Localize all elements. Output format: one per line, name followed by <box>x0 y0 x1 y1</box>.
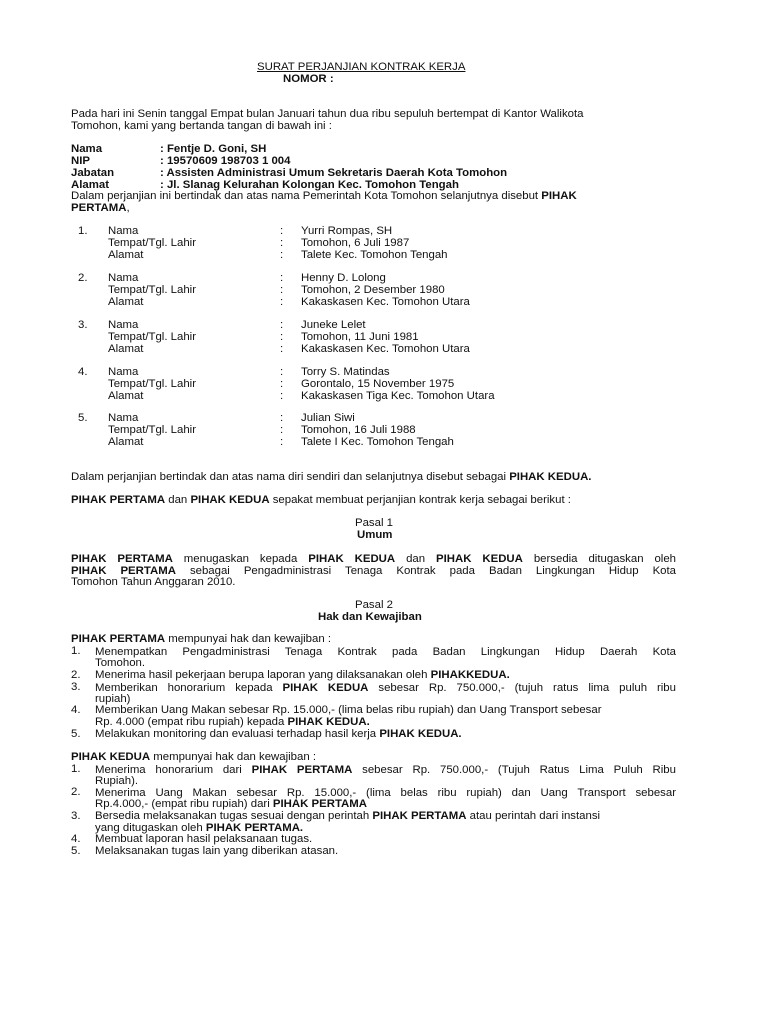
list-number: 5. <box>71 845 81 857</box>
list-number: 5. <box>71 728 81 740</box>
list-item-text: Memberikan Uang Makan sebesar Rp. 15.000,- (lima belas ribu rupiah) dan Uang Transport sebesar <box>95 704 602 716</box>
list-item-text: Memberikan honorarium kepada PIHAK KEDUA sebesar Rp. 750.000,- (tujuh ratus lima puluh ribu <box>95 682 676 694</box>
person-colon: : <box>280 424 284 436</box>
person-number: 3. <box>78 319 88 331</box>
list-number: 4. <box>71 704 81 716</box>
list-item-text: Menerima honorarium dari PIHAK PERTAMA sebesar Rp. 750.000,- (Tujuh Ratus Lima Puluh Ribu <box>95 764 676 776</box>
list-number: 3. <box>71 681 81 693</box>
person-label-alamat: Alamat <box>108 436 144 448</box>
pasal-2-subtitle: Hak dan Kewajiban <box>318 611 422 623</box>
person-colon: : <box>280 272 284 284</box>
pasal-2-title: Pasal 2 <box>355 599 393 611</box>
person-label-nama: Nama <box>108 272 139 284</box>
list-item-text: yang ditugaskan oleh PIHAK PERTAMA. <box>95 822 304 834</box>
person-value-nama: Julian Siwi <box>301 412 355 424</box>
person-colon: : <box>280 331 284 343</box>
list-item-text: Tomohon. <box>95 657 146 669</box>
person-label-ttl: Tempat/Tgl. Lahir <box>108 237 196 249</box>
person-value-alamat: Talete I Kec. Tomohon Tengah <box>301 436 454 448</box>
list-item-text: Membuat laporan hasil pelaksanaan tugas. <box>95 833 313 845</box>
field-value-nip: : 19570609 198703 1 004 <box>160 155 291 167</box>
list-number: 3. <box>71 810 81 822</box>
intro-line-2: Tomohon, kami yang bertanda tangan di bawah ini : <box>71 120 332 132</box>
list-item-text: Melaksanakan tugas lain yang diberikan atasan. <box>95 845 339 857</box>
person-label-nama: Nama <box>108 319 139 331</box>
list-item-text: rupiah) <box>95 693 131 705</box>
field-label-jabatan: Jabatan <box>71 167 115 179</box>
field-label-nip: NIP <box>71 155 90 167</box>
person-colon: : <box>280 366 284 378</box>
field-value-jabatan: : Assisten Administrasi Umum Sekretaris Daerah Kota Tomohon <box>160 167 508 179</box>
field-value-nama: : Fentje D. Goni, SH <box>160 143 267 155</box>
list-number: 1. <box>71 763 81 775</box>
person-value-nama: Juneke Lelet <box>301 319 366 331</box>
document-number-label: NOMOR : <box>283 73 334 85</box>
field-label-alamat: Alamat <box>71 179 109 191</box>
person-value-ttl: Tomohon, 16 Juli 1988 <box>301 424 416 436</box>
person-label-nama: Nama <box>108 225 139 237</box>
pasal-1-subtitle: Umum <box>357 529 393 541</box>
person-label-ttl: Tempat/Tgl. Lahir <box>108 284 196 296</box>
person-label-alamat: Alamat <box>108 343 144 355</box>
pasal-1-line-1: PIHAK PERTAMA menugaskan kepada PIHAK KEDUA dan PIHAK KEDUA bersedia ditugaskan oleh <box>71 553 677 565</box>
person-value-ttl: Tomohon, 2 Desember 1980 <box>301 284 445 296</box>
pihak-pertama-intro: PIHAK PERTAMA mempunyai hak dan kewajiban : <box>71 633 331 645</box>
agreement-sentence: PIHAK PERTAMA dan PIHAK KEDUA sepakat membuat perjanjian kontrak kerja sebagai berikut : <box>71 494 571 506</box>
person-number: 4. <box>78 366 88 378</box>
person-label-ttl: Tempat/Tgl. Lahir <box>108 424 196 436</box>
list-item-text: Rp.4.000,- (empat ribu rupiah) dari PIHAK PERTAMA <box>95 798 367 810</box>
list-item-text: Rp. 4.000 (empat ribu rupiah) kepada PIHAK KEDUA. <box>95 716 370 728</box>
person-colon: : <box>280 284 284 296</box>
pasal-1-line-3: Tomohon Tahun Anggaran 2010. <box>71 576 236 588</box>
field-value-alamat: : Jl. Slanag Kelurahan Kolongan Kec. Tomohon Tengah <box>160 179 459 191</box>
person-colon: : <box>280 319 284 331</box>
person-value-ttl: Gorontalo, 15 November 1975 <box>301 378 455 390</box>
pihak-kedua-intro: PIHAK KEDUA mempunyai hak dan kewajiban : <box>71 751 317 763</box>
person-label-alamat: Alamat <box>108 296 144 308</box>
list-item-text: Menempatkan Pengadministrasi Tenaga Kontrak pada Badan Lingkungan Hidup Daerah Kota <box>95 646 676 658</box>
list-number: 4. <box>71 833 81 845</box>
list-item-text: Rupiah). <box>95 775 139 787</box>
list-item-text: Bersedia melaksanakan tugas sesuai dengan perintah PIHAK PERTAMA atau perintah dari instansi <box>95 810 601 822</box>
list-item-text: Menerima Uang Makan sebesar Rp. 15.000,- (lima belas ribu rupiah) dan Uang Transport sebesar <box>95 787 676 799</box>
list-item-text: Melakukan monitoring dan evaluasi terhadap hasil kerja PIHAK KEDUA. <box>95 728 462 740</box>
first-party-acting-line-1: Dalam perjanjian ini bertindak dan atas nama Pemerintah Kota Tomohon selanjutnya disebut PIHAK <box>71 190 577 202</box>
person-label-alamat: Alamat <box>108 390 144 402</box>
person-label-nama: Nama <box>108 366 139 378</box>
person-label-nama: Nama <box>108 412 139 424</box>
person-value-alamat: Talete Kec. Tomohon Tengah <box>301 249 448 261</box>
field-label-nama: Nama <box>71 143 103 155</box>
person-value-nama: Torry S. Matindas <box>301 366 390 378</box>
person-label-ttl: Tempat/Tgl. Lahir <box>108 331 196 343</box>
person-value-ttl: Tomohon, 6 Juli 1987 <box>301 237 410 249</box>
person-colon: : <box>280 296 284 308</box>
pasal-1-title: Pasal 1 <box>355 517 393 529</box>
first-party-acting-line-2: PERTAMA, <box>71 202 130 214</box>
person-label-ttl: Tempat/Tgl. Lahir <box>108 378 196 390</box>
pasal-1-line-2: PIHAK PERTAMA sebagai Pengadministrasi Tenaga Kontrak pada Badan Lingkungan Hidup Kota <box>71 565 677 577</box>
person-colon: : <box>280 225 284 237</box>
person-colon: : <box>280 343 284 355</box>
list-number: 2. <box>71 669 81 681</box>
person-number: 5. <box>78 412 88 424</box>
document-title: SURAT PERJANJIAN KONTRAK KERJA <box>257 61 466 73</box>
person-label-alamat: Alamat <box>108 249 144 261</box>
person-colon: : <box>280 436 284 448</box>
list-number: 1. <box>71 645 81 657</box>
second-party-acting: Dalam perjanjian bertindak dan atas nama diri sendiri dan selanjutnya disebut sebagai PIHAK KEDUA. <box>71 471 592 483</box>
person-value-nama: Yurri Rompas, SH <box>301 225 393 237</box>
person-colon: : <box>280 237 284 249</box>
person-colon: : <box>280 412 284 424</box>
person-colon: : <box>280 378 284 390</box>
list-number: 2. <box>71 786 81 798</box>
person-value-ttl: Tomohon, 11 Juni 1981 <box>301 331 419 343</box>
person-colon: : <box>280 249 284 261</box>
person-colon: : <box>280 390 284 402</box>
person-value-alamat: Kakaskasen Tiga Kec. Tomohon Utara <box>301 390 495 402</box>
person-value-alamat: Kakaskasen Kec. Tomohon Utara <box>301 343 470 355</box>
person-number: 1. <box>78 225 88 237</box>
list-item-text: Menerima hasil pekerjaan berupa laporan yang dilaksanakan oleh PIHAKKEDUA. <box>95 669 510 681</box>
person-value-nama: Henny D. Lolong <box>301 272 386 284</box>
intro-line-1: Pada hari ini Senin tanggal Empat bulan Januari tahun dua ribu sepuluh bertempat di Kantor Walikota <box>71 108 584 120</box>
person-value-alamat: Kakaskasen Kec. Tomohon Utara <box>301 296 470 308</box>
person-number: 2. <box>78 272 88 284</box>
